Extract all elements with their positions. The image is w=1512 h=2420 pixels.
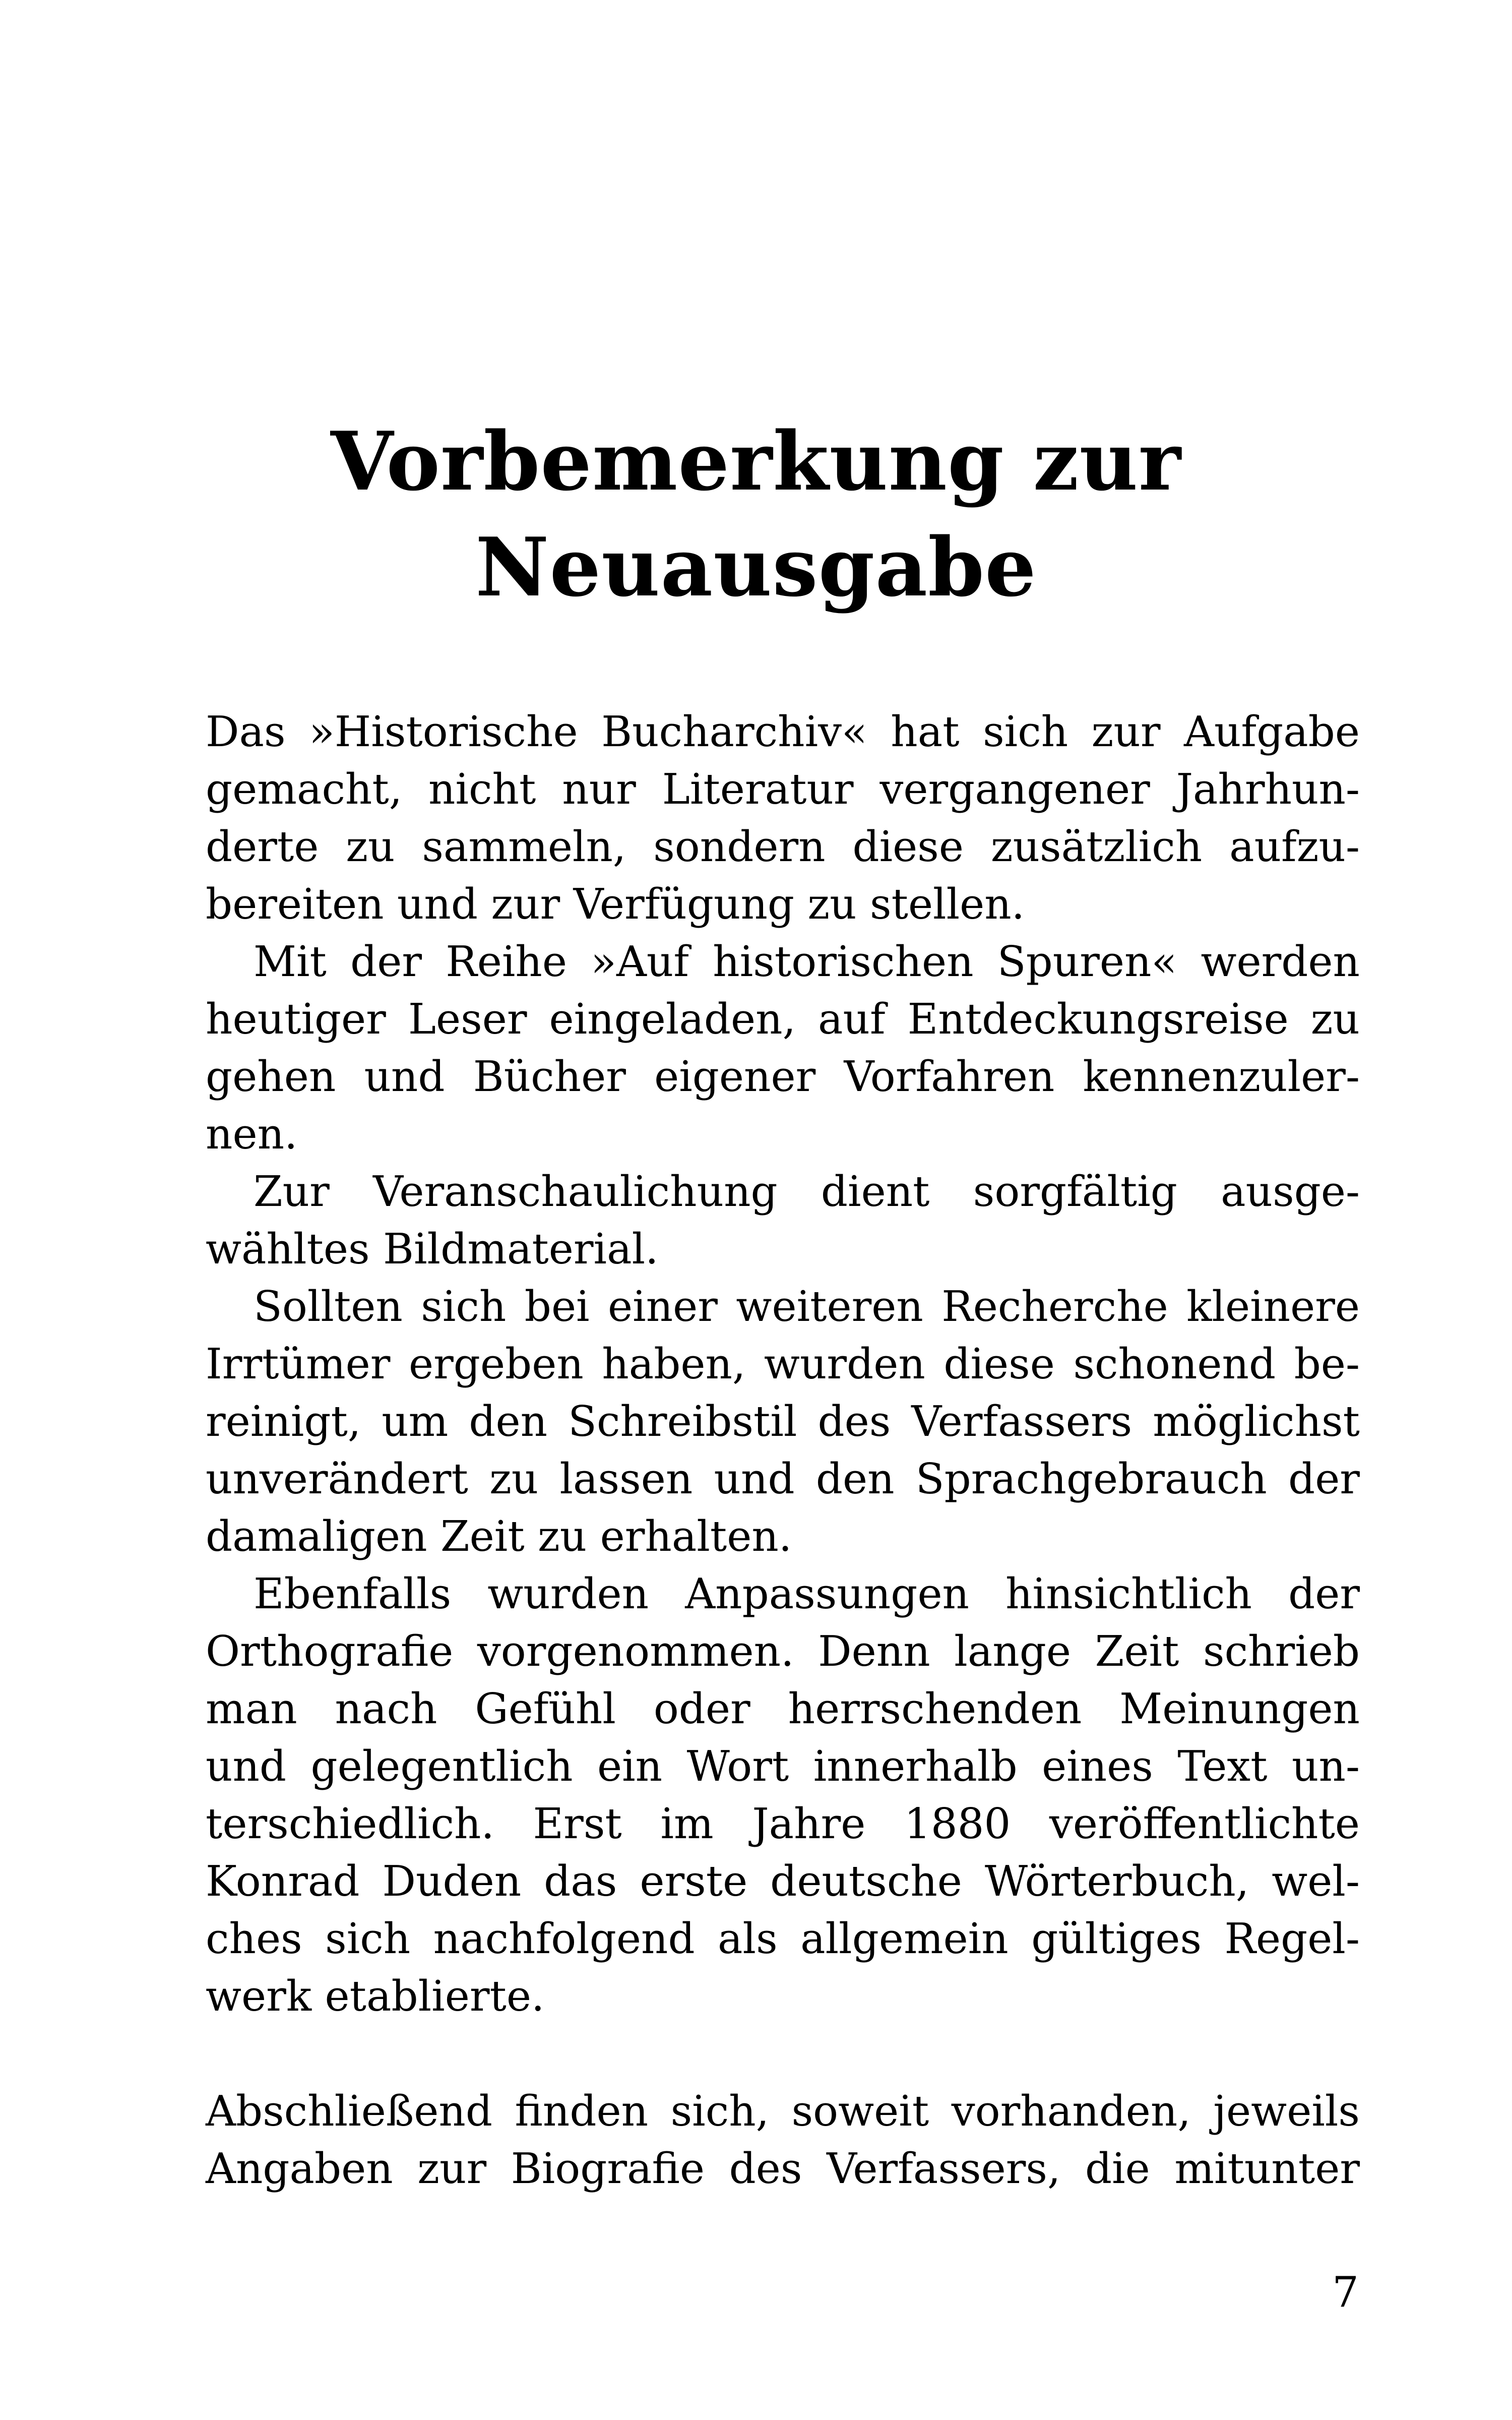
text-line: terschiedlich. Erst im Jahre 1880 veröffentlichte xyxy=(206,1799,1360,1848)
text-line: werk etablierte. xyxy=(206,1972,545,2021)
page-number: 7 xyxy=(1332,2268,1359,2317)
text-line: derte zu sammeln, sondern diese zusätzlich aufzu- xyxy=(206,822,1360,871)
text-line: Irrtümer ergeben haben, wurden diese schonend be- xyxy=(206,1340,1360,1388)
text-line: Orthografie vorgenommen. Denn lange Zeit schrieb xyxy=(206,1627,1360,1676)
text-line: reinigt, um den Schreibstil des Verfassers möglichst xyxy=(206,1397,1360,1446)
text-line: Angaben zur Biografie des Verfassers, die mitunter xyxy=(206,2144,1360,2193)
chapter-title-line-2: Neuausgabe xyxy=(475,520,1037,615)
text-line: Zur Veranschaulichung dient sorgfältig ausge- xyxy=(254,1167,1360,1216)
text-line: und gelegentlich ein Wort innerhalb eines Text un- xyxy=(206,1742,1360,1791)
text-line: Das »Historische Bucharchiv« hat sich zur Aufgabe xyxy=(206,707,1360,756)
text-line: Ebenfalls wurden Anpassungen hinsichtlich der xyxy=(254,1569,1360,1618)
text-line: nen. xyxy=(206,1110,298,1159)
text-line: ches sich nachfolgend als allgemein gültiges Regel- xyxy=(206,1914,1360,1963)
text-line: unverändert zu lassen und den Sprachgebrauch der xyxy=(206,1455,1360,1503)
text-line: heutiger Leser eingeladen, auf Entdeckungsreise zu xyxy=(206,995,1360,1044)
text-line: Konrad Duden das erste deutsche Wörterbuch, wel- xyxy=(206,1857,1360,1906)
paragraph-gap xyxy=(206,2025,1360,2083)
chapter-title-line-1: Vorbemerkung zur xyxy=(330,414,1182,509)
text-line: man nach Gefühl oder herrschenden Meinungen xyxy=(206,1684,1360,1733)
text-line: gemacht, nicht nur Literatur vergangener Jahrhun- xyxy=(206,765,1360,814)
text-line: bereiten und zur Verfügung zu stellen. xyxy=(206,880,1025,929)
text-line: Sollten sich bei einer weiteren Recherche kleinere xyxy=(254,1282,1360,1331)
text-line: Abschließend finden sich, soweit vorhanden, jeweils xyxy=(206,2087,1360,2136)
body-text xyxy=(206,703,1360,2198)
text-line: Mit der Reihe »Auf historischen Spuren« werden xyxy=(254,937,1360,986)
text-line: gehen und Bücher eigener Vorfahren kennenzuler- xyxy=(206,1052,1360,1101)
text-line: wähltes Bildmaterial. xyxy=(206,1225,659,1274)
text-line: damaligen Zeit zu erhalten. xyxy=(206,1512,792,1561)
